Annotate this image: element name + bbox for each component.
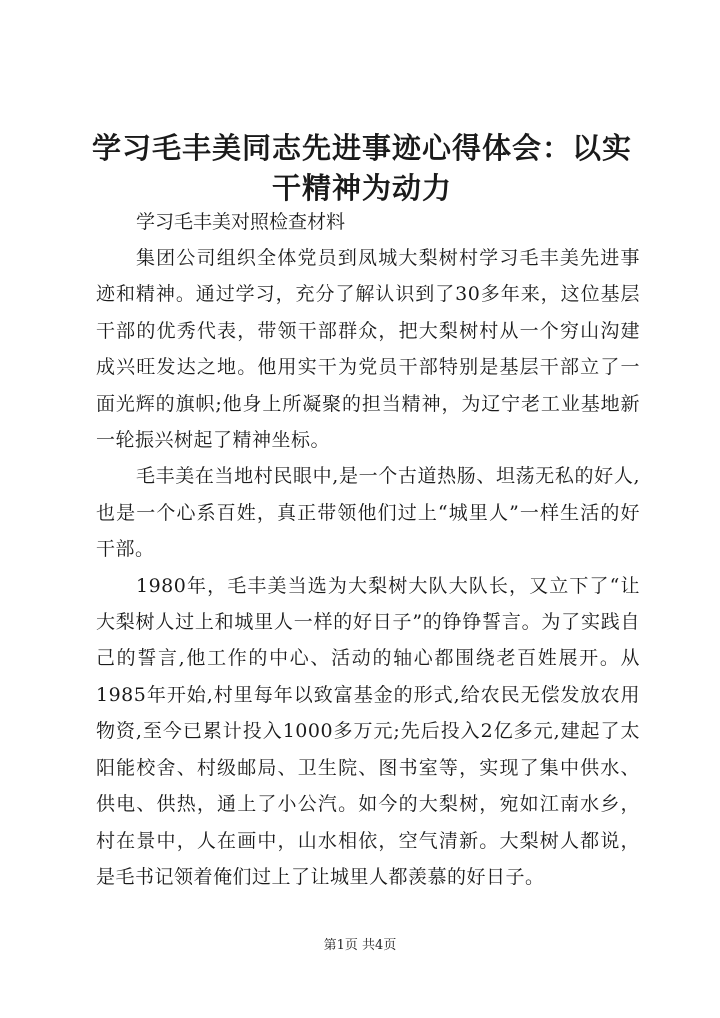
paragraph-2: 毛丰美在当地村民眼中,是一个古道热肠、坦荡无私的好人,也是一个心系百姓，真正带领他们过上“城里人”一样生活的好干部。 [96, 465, 640, 561]
document-subtitle: 学习毛丰美对照检查材料 [136, 211, 346, 233]
paragraph-3: 1980年，毛丰美当选为大梨树大队大队长，又立下了“让大梨树人过上和城里人一样的好日子”的铮铮誓言。为了实践自己的誓言,他工作的中心、活动的轴心都围绕老百姓展开。从1985年开始,村里每年以致富基金的形式,给农民无偿发放农用物资,至今已累计投入1000多万元;先后投入2亿多元,建起了太阳能校舍、村级邮局、卫生院、图书室等，实现了集中供水、供电、供热，通上了小公汽。如今的大梨树，宛如江南水乡，村在景中，人在画中，山水相依，空气清新。大梨树人都说，是毛书记领着俺们过上了让城里人都羡慕的好日子。 [96, 574, 640, 888]
page-number-footer: 第1页 共4页 [323, 938, 397, 953]
paragraph-1: 集团公司组织全体党员到凤城大梨树村学习毛丰美先进事迹和精神。通过学习，充分了解认识到了30多年来，这位基层干部的优秀代表，带领干部群众，把大梨树村从一个穷山沟建成兴旺发达之地。他用实干为党员干部特别是基层干部立了一面光辉的旗帜;他身上所凝聚的担当精神，为辽宁老工业基地新一轮振兴树起了精神坐标。 [96, 247, 640, 452]
document-title: 学习毛丰美同志先进事迹心得体会：以实干精神为动力 [91, 131, 632, 205]
document-body [96, 204, 640, 895]
